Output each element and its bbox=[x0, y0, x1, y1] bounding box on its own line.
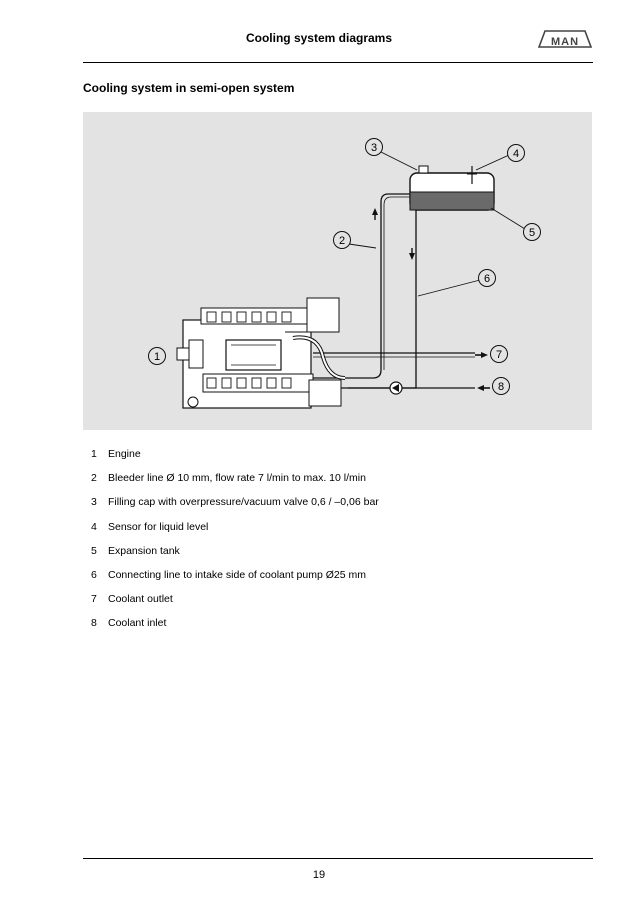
legend-number: 7 bbox=[91, 593, 97, 606]
legend-number: 5 bbox=[91, 544, 97, 557]
callout-3 bbox=[366, 139, 418, 171]
footer-rule bbox=[83, 858, 593, 859]
callout-4 bbox=[476, 145, 525, 171]
man-logo bbox=[537, 27, 593, 51]
legend-item bbox=[91, 592, 379, 616]
legend-item bbox=[91, 520, 379, 544]
down-arrow-icon bbox=[409, 253, 415, 260]
legend-number: 6 bbox=[91, 568, 97, 581]
callout-2 bbox=[334, 232, 377, 249]
legend-list bbox=[91, 447, 379, 641]
legend-number: 4 bbox=[91, 520, 97, 533]
section-title: Cooling system in semi-open system bbox=[83, 81, 295, 95]
cooling-diagram bbox=[83, 112, 592, 430]
callout-1 bbox=[149, 348, 166, 365]
legend-text: Bleeder line Ø 10 mm, flow rate 7 l/min to max. 10 l/min bbox=[108, 472, 366, 485]
legend-item bbox=[91, 568, 379, 592]
callout-6 bbox=[418, 270, 496, 297]
expansion-tank bbox=[410, 173, 494, 210]
callout-7 bbox=[491, 346, 508, 363]
svg-text:3: 3 bbox=[370, 142, 378, 154]
legend-item bbox=[91, 495, 379, 519]
legend-item bbox=[91, 616, 379, 640]
bleeder-line bbox=[313, 194, 410, 378]
filling-cap-icon bbox=[419, 166, 428, 173]
coolant-pump-icon bbox=[390, 382, 402, 394]
svg-text:1: 1 bbox=[153, 351, 161, 363]
legend-item bbox=[91, 447, 379, 471]
legend-text: Filling cap with overpressure/vacuum valve 0,6 / –0,06 bar bbox=[108, 496, 379, 509]
legend-text: Coolant outlet bbox=[108, 593, 173, 606]
page-number: 19 bbox=[312, 869, 326, 881]
svg-text:5: 5 bbox=[528, 227, 536, 239]
legend-item bbox=[91, 471, 379, 495]
cooling-diagram-svg bbox=[83, 112, 592, 430]
legend-text: Coolant inlet bbox=[108, 617, 167, 630]
header-rule bbox=[83, 62, 593, 63]
outlet-arrow-icon bbox=[481, 352, 488, 358]
legend-text: Connecting line to intake side of coolant pump Ø25 mm bbox=[108, 568, 366, 581]
up-arrow-icon bbox=[372, 208, 378, 215]
svg-text:8: 8 bbox=[497, 381, 505, 393]
legend-text: Sensor for liquid level bbox=[108, 520, 209, 533]
engine-drawing bbox=[177, 298, 345, 408]
callout-8 bbox=[493, 378, 510, 395]
svg-text:4: 4 bbox=[512, 148, 520, 160]
legend-item bbox=[91, 544, 379, 568]
svg-text:2: 2 bbox=[338, 235, 346, 247]
legend-number: 8 bbox=[91, 617, 97, 630]
legend-number: 1 bbox=[91, 448, 97, 460]
svg-text:MAN: MAN bbox=[550, 36, 580, 48]
inlet-arrow-icon bbox=[477, 385, 484, 391]
legend-text: Expansion tank bbox=[108, 544, 180, 557]
header-title: Cooling system diagrams bbox=[245, 31, 393, 45]
legend-number: 3 bbox=[91, 496, 97, 509]
legend-number: 2 bbox=[91, 472, 97, 485]
svg-text:6: 6 bbox=[483, 273, 491, 285]
svg-text:7: 7 bbox=[495, 349, 503, 361]
callout-5 bbox=[491, 208, 541, 241]
legend-text: Engine bbox=[108, 448, 141, 460]
